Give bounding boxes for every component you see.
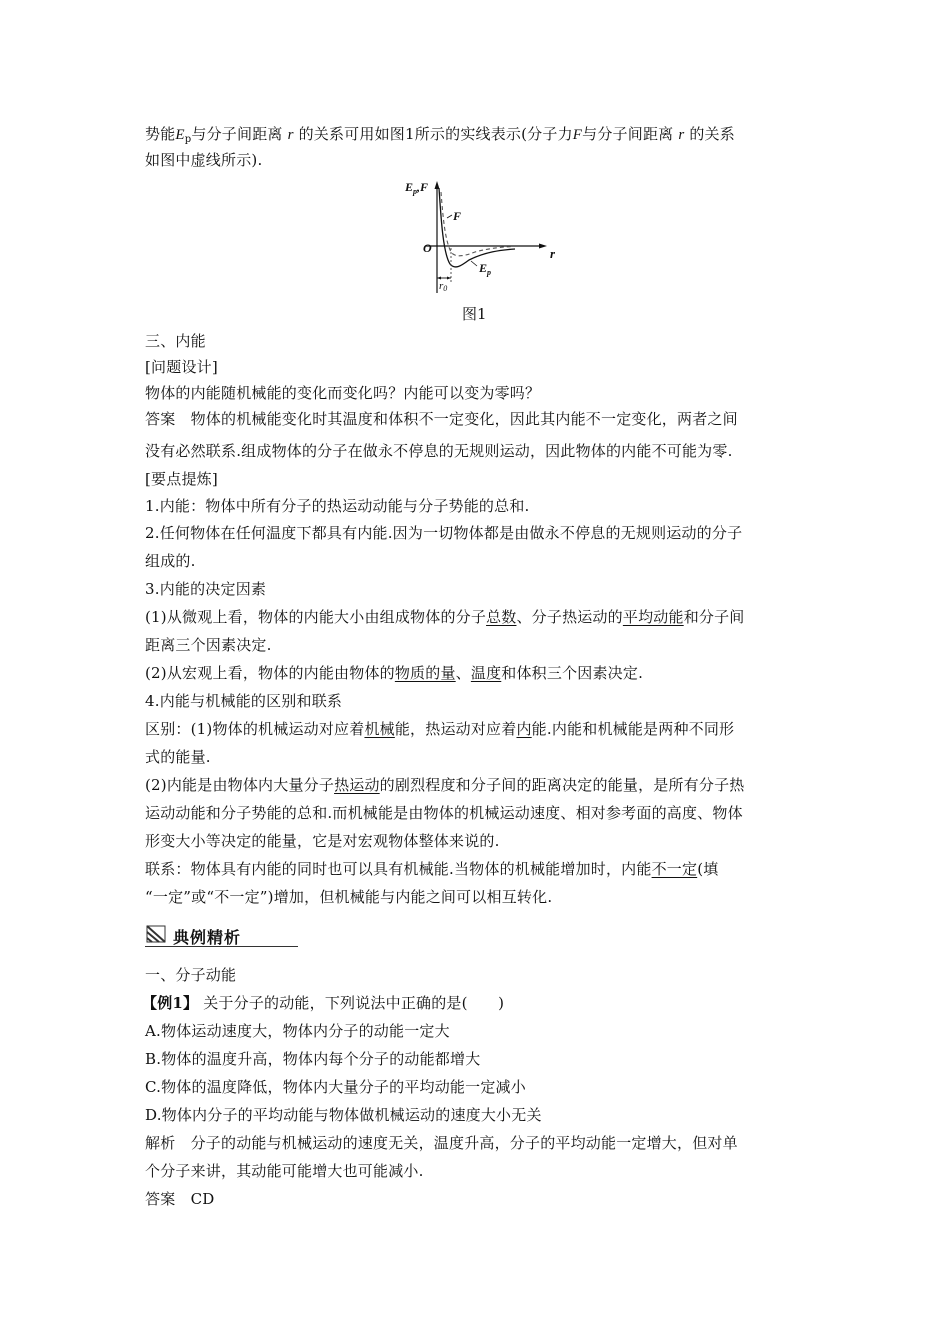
- point-4: 4.内能与机械能的区别和联系: [145, 692, 343, 710]
- f-curve-label: F: [453, 209, 462, 223]
- ep-symbol: E: [175, 127, 185, 143]
- text: 势能: [145, 125, 176, 143]
- x-axis-label: r: [550, 246, 555, 261]
- option-d: D.物体内分子的平均动能与物体做机械运动的速度大小无关: [145, 1106, 542, 1124]
- points-tag: [要点提炼]: [145, 470, 218, 488]
- origin-label: O: [423, 241, 432, 255]
- blank-answer: 热运动: [334, 776, 380, 794]
- ep-curve: [439, 188, 515, 267]
- x-axis-arrow: [539, 244, 547, 249]
- point-2-line-2: 组成的.: [145, 552, 196, 570]
- y-axis-label: $E_p,F$: [405, 180, 429, 196]
- potential-energy-figure: [395, 178, 555, 296]
- y-axis-arrow: [435, 181, 440, 189]
- option-b: B.物体的温度升高，物体内每个分子的动能都增大: [145, 1050, 481, 1068]
- intro-line-1: [145, 124, 735, 150]
- point-3b: (2)从宏观上看，物体的内能由物体的物质的量、温度和体积三个因素决定.: [145, 664, 644, 682]
- r-symbol: r: [287, 127, 294, 143]
- link-line-1: 联系：物体具有内能的同时也可以具有机械能.当物体的机械能增加时，内能不一定(填: [145, 860, 719, 878]
- blank-answer: 平均动能: [622, 608, 684, 626]
- point-3a-line-2: 距离三个因素决定.: [145, 636, 272, 654]
- analysis-line-1: 解析 分子的动能与机械运动的速度无关，温度升高，分子的平均动能一定增大，但对单: [145, 1134, 738, 1152]
- r0-label: r0: [439, 280, 448, 293]
- difference-2-line-2: 运动动能和分子势能的总和.而机械能是由物体的机械运动速度、相对参考面的高度、物体: [145, 804, 743, 822]
- answer-line-1: 答案 物体的机械能变化时其温度和体积不一定变化，因此其内能不一定变化，两者之间: [145, 410, 738, 428]
- examples-section-title: 典例精析: [173, 928, 242, 947]
- point-3a-line-1: (1)从微观上看，物体的内能大小由组成物体的分子总数、分子热运动的平均动能和分子间: [145, 608, 745, 626]
- example-question: 【例1】 关于分子的动能，下列说法中正确的是( ): [142, 994, 505, 1012]
- difference-2-line-3: 形变大小等决定的能量，它是对宏观物体整体来说的.: [145, 832, 500, 850]
- difference-2-line-1: (2)内能是由物体内大量分子热运动的剧烈程度和分子间的距离决定的能量，是所有分子热: [145, 776, 745, 794]
- text: 与分子间距离: [582, 125, 674, 143]
- figure-caption: 图1: [462, 305, 487, 323]
- example-answer: 答案 CD: [145, 1190, 215, 1208]
- blank-answer: 不一定: [651, 860, 698, 878]
- question-text: 物体的内能随机械能的变化而变化吗？内能可以变为零吗？: [145, 384, 541, 402]
- blank-answer: 机械: [364, 720, 395, 738]
- section-marker-icon: [145, 924, 167, 944]
- examples-section-header: [145, 924, 300, 950]
- blank-answer: 内: [516, 720, 532, 738]
- r-symbol: r: [678, 127, 685, 143]
- text: 的关系: [689, 125, 735, 143]
- option-a: A.物体运动速度大，物体内分子的动能一定大: [145, 1022, 450, 1040]
- analysis-line-2: 个分子来讲，其动能可能增大也可能减小.: [145, 1162, 424, 1180]
- text: 与分子间距离: [191, 125, 283, 143]
- text: 的关系可用如图1所示的实线表示(分子力: [298, 125, 573, 143]
- ep-curve-label: $E_p$: [479, 261, 492, 277]
- point-2-line-1: 2.任何物体在任何温度下都具有内能.因为一切物体都是由做永不停息的无规则运动的分子: [145, 524, 743, 542]
- option-c: C.物体的温度降低，物体内大量分子的平均动能一定减小: [145, 1078, 526, 1096]
- blank-answer: 物质的量: [394, 664, 456, 682]
- intro-line-2: 如图中虚线所示).: [145, 151, 263, 169]
- point-3: 3.内能的决定因素: [145, 580, 267, 598]
- section-underline: [145, 946, 298, 947]
- section-heading: 三、内能: [145, 332, 206, 350]
- difference-line-1: 区别：(1)物体的机械运动对应着机械能，热运动对应着内能.内能和机械能是两种不同形: [145, 720, 735, 738]
- question-tag: [问题设计]: [145, 358, 218, 376]
- blank-answer: 总数: [486, 608, 517, 626]
- answer-line-2: 没有必然联系.组成物体的分子在做永不停息的无规则运动，因此物体的内能不可能为零.: [145, 442, 733, 460]
- sub-heading: 一、分子动能: [145, 966, 237, 984]
- blank-answer: 温度: [470, 664, 502, 682]
- difference-line-2: 式的能量.: [145, 748, 211, 766]
- example-tag: 【例1】: [142, 994, 199, 1012]
- ep-subscript: p: [184, 134, 192, 145]
- point-1: 1.内能：物体中所有分子的热运动动能与分子势能的总和.: [145, 497, 530, 515]
- link-line-2: “一定”或“不一定”)增加，但机械能与内能之间可以相互转化.: [145, 888, 553, 906]
- f-symbol: F: [572, 127, 583, 143]
